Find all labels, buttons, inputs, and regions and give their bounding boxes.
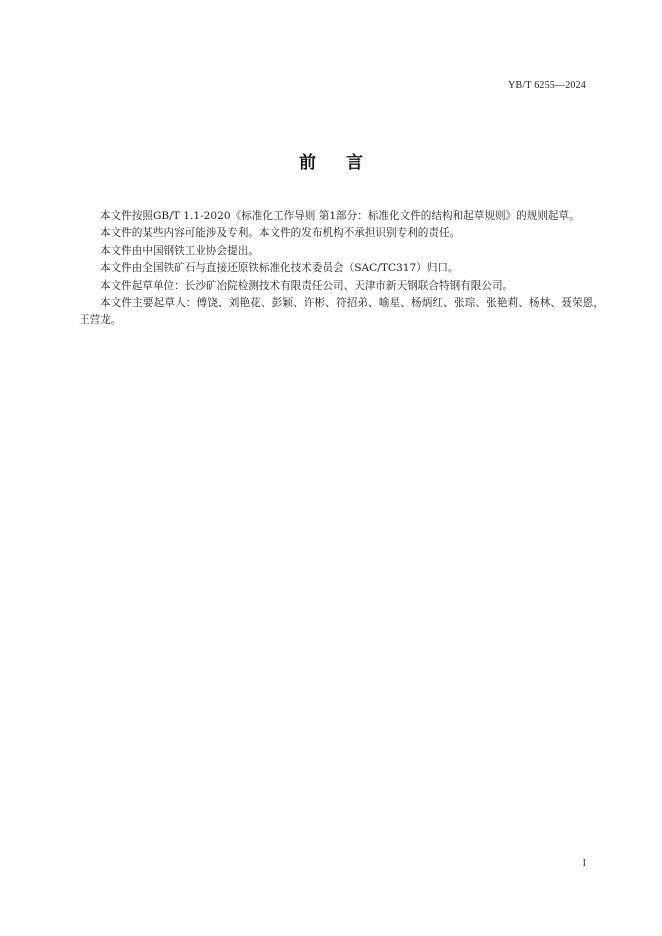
paragraph-drafting-rules: 本文件按照GB/T 1.1-2020《标准化工作导则 第1部分：标准化文件的结构和起草规则》的规则起草。 <box>100 210 580 222</box>
foreword-body <box>79 208 604 330</box>
document-code: YB/T 6255—2024 <box>508 80 586 91</box>
paragraph-patent-notice: 本文件的某些内容可能涉及专利。本文件的发布机构不承担识别专利的责任。 <box>100 227 461 240</box>
paragraph-drafters: 本文件主要起草人：傅饶、刘艳花、彭颖、许彬、符招弟、喻星、杨炳红、张琮、张艳莉、杨林、聂荣恩，王营龙。 <box>79 297 604 327</box>
section-title: 前言 <box>299 153 393 173</box>
paragraph-proposer: 本文件由中国钢铁工业协会提出。 <box>100 244 259 257</box>
page-number: I <box>582 858 586 869</box>
paragraph-drafting-units: 本文件起草单位：长沙矿冶院检测技术有限责任公司、天津市新天钢联合特钢有限公司。 <box>100 279 514 292</box>
paragraph-committee: 本文件由全国铁矿石与直接还原铁标准化技术委员会（SAC/TC317）归口。 <box>100 262 459 275</box>
